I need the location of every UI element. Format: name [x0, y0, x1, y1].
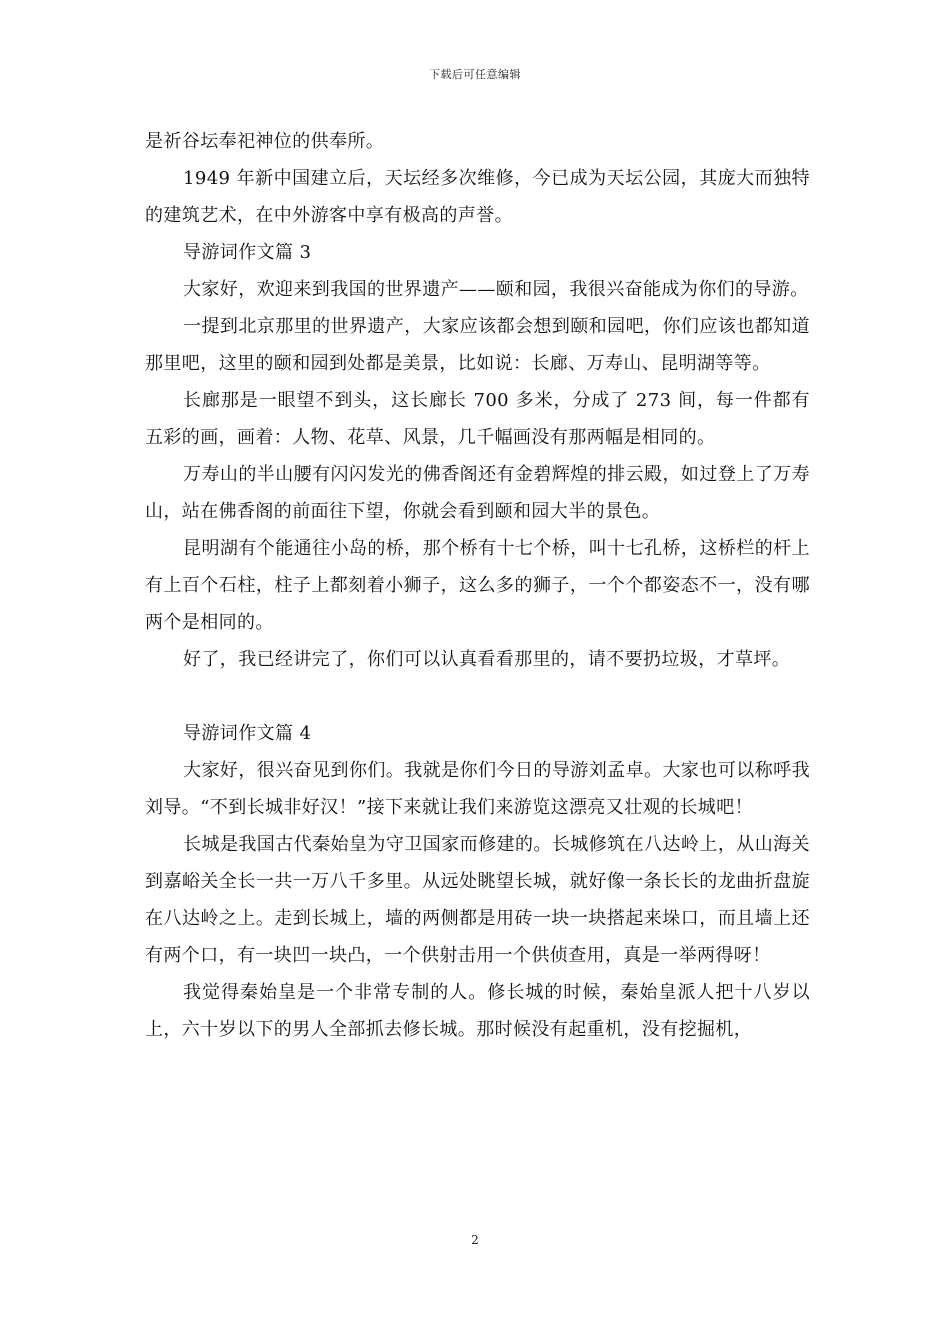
paragraph-yiheyuan-sights: 一提到北京那里的世界遗产，大家应该都会想到颐和园吧，你们应该也都知道那里吧，这里的颐和园到处都是美景，比如说：长廊、万寿山、昆明湖等等。	[145, 316, 810, 374]
paragraph-welcome-yiheyuan: 大家好，欢迎来到我国的世界遗产——颐和园，我很兴奋能成为你们的导游。	[183, 279, 809, 300]
page-header: 下载后可任意编辑	[429, 68, 521, 81]
paragraph-tiantan-park: 1949 年新中国建立后，天坛经多次维修，今已成为天坛公园，其庞大而独特的建筑艺术，在中外游客中享有极高的声誉。	[145, 168, 810, 226]
paragraph-qin-shihuang: 我觉得秦始皇是一个非常专制的人。修长城的时候，秦始皇派人把十八岁以上，六十岁以下的男人全部抓去修长城。那时候没有起重机，没有挖掘机，	[145, 982, 810, 1040]
paragraph-long-corridor: 长廊那是一眼望不到头，这长廊长 700 多米，分成了 273 间，每一件都有五彩的画，画着：人物、花草、风景，几千幅画没有那两幅是相同的。	[145, 390, 810, 448]
paragraph-wanshou-hill: 万寿山的半山腰有闪闪发光的佛香阁还有金碧辉煌的排云殿，如过登上了万寿山，站在佛香阁的前面往下望，你就会看到颐和园大半的景色。	[145, 464, 810, 522]
document-body	[145, 123, 810, 1048]
paragraph-welcome-great-wall: 大家好，很兴奋见到你们。我就是你们今日的导游刘孟卓。大家也可以称呼我刘导。“不到长城非好汉！”接下来就让我们来游览这漂亮又壮观的长城吧！	[145, 760, 810, 818]
paragraph-kunming-lake: 昆明湖有个能通往小岛的桥，那个桥有十七个桥，叫十七孔桥，这桥栏的杆上有上百个石柱，柱子上都刻着小狮子，这么多的狮子，一个个都姿态不一，没有哪两个是相同的。	[145, 538, 810, 633]
paragraph-continuation: 是祈谷坛奉祀神位的供奉所。	[145, 131, 385, 152]
section-heading-3: 导游词作文篇 3	[183, 242, 312, 263]
paragraph-closing-3: 好了，我已经讲完了，你们可以认真看看那里的，请不要扔垃圾，才草坪。	[183, 649, 791, 670]
page-number: 2	[471, 1233, 479, 1247]
section-heading-4: 导游词作文篇 4	[183, 723, 312, 744]
paragraph-great-wall-description: 长城是我国古代秦始皇为守卫国家而修建的。长城修筑在八达岭上，从山海关到嘉峪关全长一共一万八千多里。从远处眺望长城，就好像一条长长的龙曲折盘旋在八达岭之上。走到长城上，墙的两侧都是用砖一块一块搭起来垛口，而且墙上还有两个口，有一块凹一块凸，一个供射击用一个供侦查用，真是一举两得呀！	[145, 834, 810, 966]
